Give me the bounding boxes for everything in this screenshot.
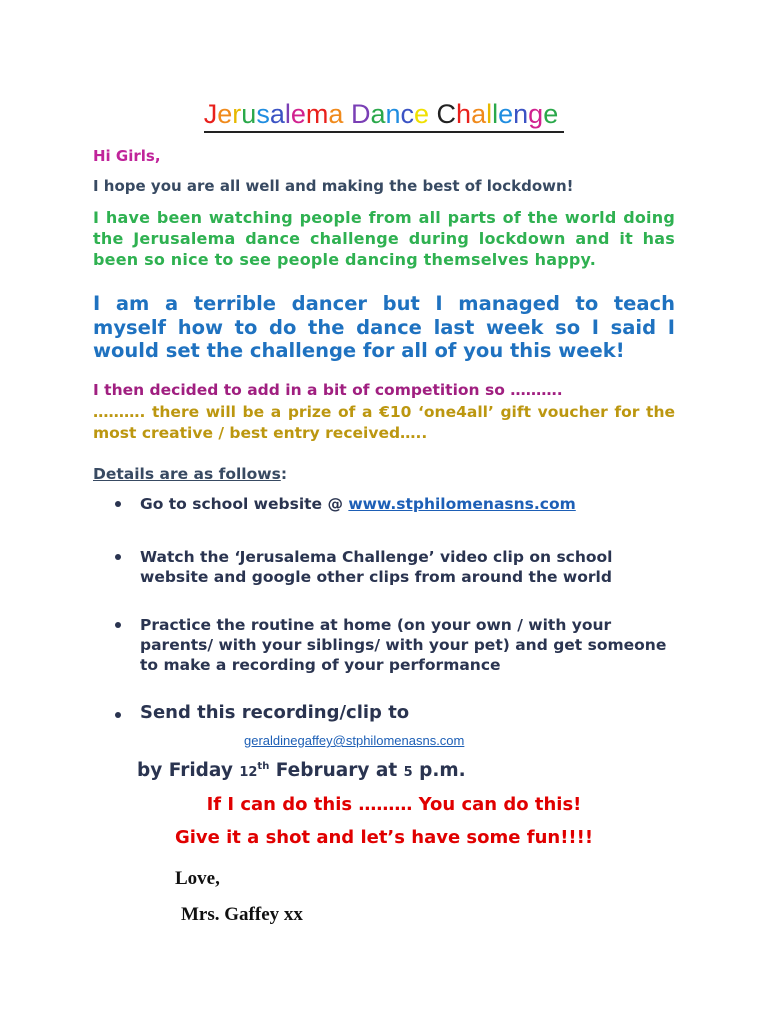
title-letter: D (350, 99, 371, 129)
title-letter (343, 97, 351, 131)
bullet-text: Practice the routine at home (on your own / with your parents/ with your siblings/ with your pet) and get someone to make a recording of your performance (140, 616, 667, 674)
title-letter: a (269, 99, 285, 129)
bullet-text: Go to school website @ (140, 495, 349, 513)
title-letter: C (436, 99, 457, 129)
bullet-text: Send this recording/clip to (140, 702, 410, 723)
details-colon: : (280, 465, 288, 483)
deadline-day: 12 (239, 765, 258, 780)
page-title (0, 97, 768, 133)
title-letter: n (513, 99, 529, 129)
title-letter: l (492, 99, 499, 129)
deadline-month: February at (269, 760, 404, 781)
title-letter: g (528, 99, 544, 129)
title-letter: a (370, 99, 386, 129)
deadline-prefix: by Friday (137, 760, 240, 781)
email-link[interactable]: geraldinegaffey@stphilomenasns.com (244, 733, 465, 748)
love-closing: Love, (175, 868, 220, 889)
title-letter: u (241, 99, 257, 129)
competition-line-2: ………. there will be a prize of a €10 ‘one4all’ gift voucher for the most creative / best entry received….. (93, 403, 675, 442)
title-letter: a (328, 99, 344, 129)
title-letter: e (290, 99, 306, 129)
hope-line: I hope you are all well and making the best of lockdown! (93, 177, 574, 195)
bullet-dot-icon (115, 622, 121, 628)
title-letter: s (256, 99, 270, 129)
title-letter: r (232, 99, 242, 129)
title-letter: n (385, 99, 401, 129)
terrible-dancer-paragraph: I am a terrible dancer but I managed to teach myself how to do the dance last week so I said I would set the challenge for all of you this week! (93, 292, 675, 362)
deadline-line (137, 760, 466, 781)
details-label: Details are as follows (93, 465, 281, 483)
title-rainbow-text (204, 97, 564, 133)
title-letter: e (217, 99, 233, 129)
title-letter (429, 97, 437, 131)
deadline-day-suffix: th (257, 760, 270, 772)
title-letter: h (456, 99, 472, 129)
deadline-time-rest: p.m. (412, 760, 466, 781)
signature: Mrs. Gaffey xx (181, 904, 303, 925)
deadline-time-number: 5 (403, 765, 413, 780)
title-letter: l (284, 99, 291, 129)
title-letter: c (400, 99, 414, 129)
competition-line-1: I then decided to add in a bit of competition so ………. (93, 381, 563, 399)
title-letter: e (498, 99, 514, 129)
title-letter: J (203, 99, 218, 129)
details-heading (93, 465, 675, 483)
bullet-text: Watch the ‘Jerusalema Challenge’ video clip on school website and google other clips from around the world (140, 548, 613, 586)
watching-paragraph: I have been watching people from all parts of the world doing the Jerusalema dance challenge during lockdown and it has been so nice to see people dancing themselves happy. (93, 208, 675, 269)
bullet-dot-icon (115, 501, 121, 507)
bullet-dot-icon (115, 554, 121, 560)
greeting: Hi Girls, (93, 147, 161, 165)
bullet-dot-icon (115, 712, 121, 718)
title-letter: a (471, 99, 487, 129)
school-website-link[interactable]: www.stphilomenasns.com (348, 495, 576, 513)
title-letter: e (414, 99, 430, 129)
title-letter: m (305, 99, 329, 129)
title-letter: l (486, 99, 493, 129)
title-letter: e (543, 99, 559, 129)
closing-line-1: If I can do this ……… You can do this! (206, 794, 582, 815)
closing-line-2: Give it a shot and let’s have some fun!!!! (174, 827, 594, 848)
